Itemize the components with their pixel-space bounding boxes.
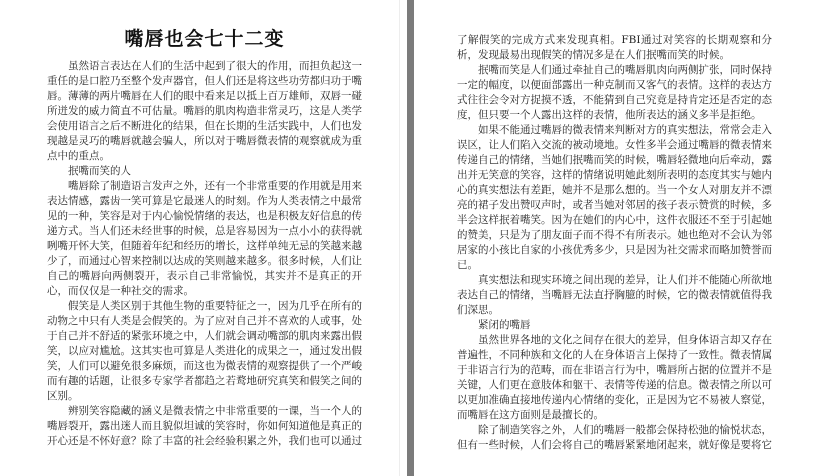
paragraph: 除了制造笑容之外，人们的嘴唇一般都会保持松弛的愉悦状态，但有一些时候，人们会将自己的嘴唇紧紧地闭起来，就好像是要将它 <box>457 424 772 451</box>
paragraph: 抿嘴而笑是人们通过牵扯自己的嘴唇肌肉向两侧扩张，同时保持一定的幅度，以便面部露出一种克制而又客气的表情。这样的表达方式往往会令对方捉摸不透，不能猜到自己究竟是持肯定还是否定的态度，但只要一个人露出这样的表情，他所表达的涵义多半是拒绝。 <box>457 64 772 121</box>
paragraph: 虽然语言表达在人们的生活中起到了很大的作用，而担负起这一重任的是口腔乃至整个发声器官，但人们还是将这些功劳都归功于嘴唇。薄薄的两片嘴唇在人们的眼中看来足以抵上百万雄师，双唇一碰所迸发的威力简直不可估量。嘴唇的肌肉构造非常灵巧，这是人类学会使用语言之后不断进化的结果，但在长期的生活实践中，人们也发现越是灵巧的嘴唇就越会骗人，所以对于嘴唇微表情的观察就成为重点中的重点。 <box>47 60 362 162</box>
paragraph: 虽然世界各地的文化之间存在很大的差异，但身体语言却又存在普遍性，不同种族和文化的人在身体语言上保持了一致性。微表情属于非语言行为的范畴，而在非语言行为中，嘴唇所占据的位置并不是关键，人们更在意肢体和躯干、表情等传递的信息。微表情之所以可以更加准确直接地传递内心情绪的变化，正是因为它不易被人察觉，而嘴唇在这方面则是最擅长的。 <box>457 334 772 421</box>
document-title: 嘴唇也会七十二变 <box>124 28 285 50</box>
paragraph: 嘴唇除了制造语言发声之外，还有一个非常重要的作用就是用来表达情感，露齿一笑可算是它最迷人的时刻。作为人类表情之中最常见的一种，笑容是对于内心愉悦情绪的表达，也是积极友好信息的传递方式。当人们还未经世事的时候，总是容易因为一点小小的获得就咧嘴开怀大笑，但随着年纪和经历的增长，这样单纯无忌的笑越来越少了，而通过心智来控制以达成的笑则越来越多。很多时候，人们让自己的嘴唇向两侧裂开，表示自己非常愉悦，其实并不是真正的开心，而仅仅是一种社交的需求。 <box>47 180 362 297</box>
paragraph: 辨别笑容隐藏的涵义是微表情之中非常重要的一课，当一个人的嘴唇裂开，露出迷人而且貌似坦诚的笑容时，你如何知道他是真正的开心还是不怀好意？除了丰富的社会经验积累之外，我们也可以通过 <box>47 405 362 447</box>
page-left-body <box>47 59 362 449</box>
page-left <box>0 0 407 476</box>
paragraph: 如果不能通过嘴唇的微表情来判断对方的真实想法，常常会走入误区，让人们陷入交流的被动境地。女性多半会通过嘴唇的微表情来传递自己的情绪，当她们抿嘴而笑的时候，嘴唇轻微地向后牵动，露出并无笑意的笑容，这样的情绪说明她此刻所表明的态度其实与她内心的真实想法有差距，她并不是那么想的。当一个女人对朋友并不漂亮的裙子发出赞叹声时，或者当她对邻居的孩子表示赞赏的时候，多半会这样抿着嘴笑。因为在她们的内心中，这件衣服还不至于引起她的赞美，只是为了朋友面子而不得不有所表示。她也绝对不会认为邻居家的小孩比自家的小孩优秀多少，只是因为社交需求而略加赞誉而已。 <box>457 124 772 271</box>
section-heading: 抿嘴而笑的人 <box>68 165 131 177</box>
page-right-content <box>457 33 772 453</box>
section-heading: 紧闭的嘴唇 <box>478 319 531 331</box>
page-left-content <box>47 27 362 449</box>
paragraph: 假笑是人类区别于其他生物的重要特征之一，因为几乎在所有的动物之中只有人类是会假笑的。为了应对自己并不喜欢的人或事，处于自己并不舒适的紧张环境之中，人们就会调动嘴部的肌肉来露出假笑，以应对尴尬。这其实也可算是人类进化的成果之一，通过发出假笑，人们可以避免很多麻烦，而这也为微表情的观察提供了一个严峻而有趣的话题，让很多专家学者都趋之若鹜地研究真笑和假笑之间的区别。 <box>47 300 362 402</box>
paragraph: 了解假笑的完成方式来发现真相。FBI通过对笑容的长期观察和分析，发现最易出现假笑的情况多是在人们抿嘴而笑的时候。 <box>457 34 772 61</box>
page-right <box>414 0 819 476</box>
page-gutter-divider <box>407 0 414 476</box>
page-right-body <box>457 33 772 453</box>
paragraph: 真实想法和现实环境之间出现的差异，让人们并不能随心所欲地表达自己的情绪，当嘴唇无法直抒胸臆的时候，它的微表情就值得我们深思。 <box>457 274 772 316</box>
